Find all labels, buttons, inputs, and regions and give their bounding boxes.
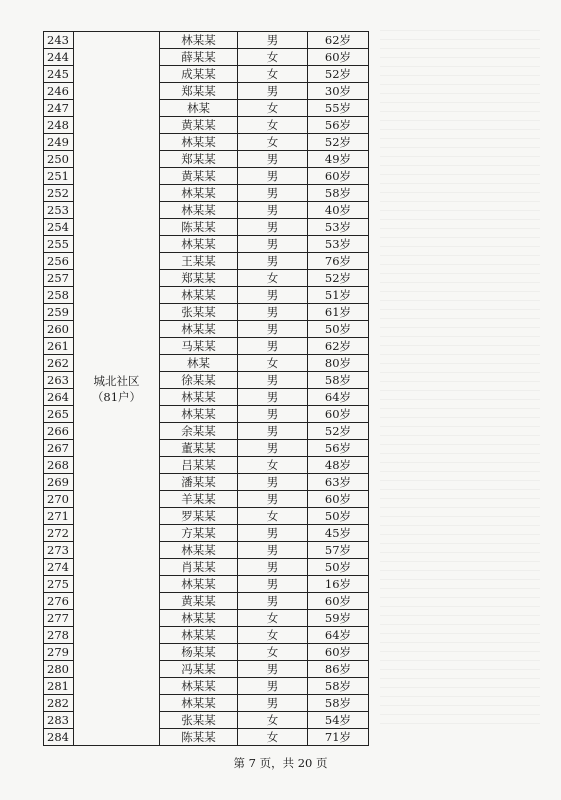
- sex-cell: 男: [238, 185, 308, 202]
- sex-cell: 男: [238, 593, 308, 610]
- row-number-cell: 282: [44, 695, 74, 712]
- age-cell: 40岁: [308, 202, 369, 219]
- sex-cell: 女: [238, 49, 308, 66]
- row-number-cell: 259: [44, 304, 74, 321]
- age-cell: 64岁: [308, 389, 369, 406]
- sex-cell: 女: [238, 457, 308, 474]
- name-cell: 林某某: [160, 695, 238, 712]
- sex-cell: 女: [238, 117, 308, 134]
- row-number-cell: 249: [44, 134, 74, 151]
- sex-cell: 女: [238, 627, 308, 644]
- name-cell: 王某某: [160, 253, 238, 270]
- row-number-cell: 252: [44, 185, 74, 202]
- name-cell: 潘某某: [160, 474, 238, 491]
- name-cell: 徐某某: [160, 372, 238, 389]
- age-cell: 49岁: [308, 151, 369, 168]
- age-cell: 52岁: [308, 270, 369, 287]
- age-cell: 60岁: [308, 406, 369, 423]
- age-cell: 58岁: [308, 695, 369, 712]
- age-cell: 61岁: [308, 304, 369, 321]
- name-cell: 林某某: [160, 32, 238, 49]
- name-cell: 黄某某: [160, 593, 238, 610]
- age-cell: 57岁: [308, 542, 369, 559]
- name-cell: 黄某某: [160, 168, 238, 185]
- row-number-cell: 278: [44, 627, 74, 644]
- row-number-cell: 243: [44, 32, 74, 49]
- row-number-cell: 269: [44, 474, 74, 491]
- name-cell: 林某某: [160, 202, 238, 219]
- row-number-cell: 279: [44, 644, 74, 661]
- sex-cell: 男: [238, 32, 308, 49]
- age-cell: 86岁: [308, 661, 369, 678]
- name-cell: 董某某: [160, 440, 238, 457]
- sex-cell: 女: [238, 610, 308, 627]
- name-cell: 郑某某: [160, 270, 238, 287]
- sex-cell: 男: [238, 338, 308, 355]
- age-cell: 48岁: [308, 457, 369, 474]
- name-cell: 林某某: [160, 542, 238, 559]
- row-number-cell: 245: [44, 66, 74, 83]
- age-cell: 52岁: [308, 134, 369, 151]
- sex-cell: 男: [238, 695, 308, 712]
- sex-cell: 男: [238, 559, 308, 576]
- sex-cell: 男: [238, 678, 308, 695]
- row-number-cell: 250: [44, 151, 74, 168]
- name-cell: 郑某某: [160, 151, 238, 168]
- age-cell: 63岁: [308, 474, 369, 491]
- age-cell: 52岁: [308, 423, 369, 440]
- name-cell: 薛某某: [160, 49, 238, 66]
- age-cell: 62岁: [308, 32, 369, 49]
- row-number-cell: 258: [44, 287, 74, 304]
- age-cell: 76岁: [308, 253, 369, 270]
- sex-cell: 女: [238, 729, 308, 746]
- name-cell: 林某某: [160, 406, 238, 423]
- page-number-footer: 第 7 页，共 20 页: [233, 756, 328, 770]
- row-number-cell: 275: [44, 576, 74, 593]
- age-cell: 60岁: [308, 593, 369, 610]
- row-number-cell: 244: [44, 49, 74, 66]
- name-cell: 林某某: [160, 236, 238, 253]
- age-cell: 80岁: [308, 355, 369, 372]
- row-number-cell: 272: [44, 525, 74, 542]
- sex-cell: 女: [238, 355, 308, 372]
- name-cell: 黄某某: [160, 117, 238, 134]
- age-cell: 59岁: [308, 610, 369, 627]
- name-cell: 陈某某: [160, 729, 238, 746]
- name-cell: 林某某: [160, 134, 238, 151]
- age-cell: 56岁: [308, 440, 369, 457]
- sex-cell: 男: [238, 83, 308, 100]
- sex-cell: 女: [238, 134, 308, 151]
- community-households: （81户）: [91, 389, 142, 404]
- name-cell: 林某某: [160, 610, 238, 627]
- sex-cell: 男: [238, 202, 308, 219]
- sex-cell: 男: [238, 406, 308, 423]
- name-cell: 余某某: [160, 423, 238, 440]
- name-cell: 吕某某: [160, 457, 238, 474]
- age-cell: 58岁: [308, 185, 369, 202]
- age-cell: 50岁: [308, 559, 369, 576]
- sex-cell: 女: [238, 66, 308, 83]
- name-cell: 马某某: [160, 338, 238, 355]
- roster-body: [44, 32, 369, 746]
- row-number-cell: 270: [44, 491, 74, 508]
- age-cell: 60岁: [308, 644, 369, 661]
- row-number-cell: 266: [44, 423, 74, 440]
- sex-cell: 男: [238, 491, 308, 508]
- name-cell: 林某某: [160, 678, 238, 695]
- scan-texture: [380, 30, 540, 730]
- sex-cell: 女: [238, 100, 308, 117]
- name-cell: 林某: [160, 355, 238, 372]
- age-cell: 54岁: [308, 712, 369, 729]
- row-number-cell: 263: [44, 372, 74, 389]
- row-number-cell: 253: [44, 202, 74, 219]
- name-cell: 方某某: [160, 525, 238, 542]
- row-number-cell: 254: [44, 219, 74, 236]
- row-number-cell: 255: [44, 236, 74, 253]
- sex-cell: 男: [238, 542, 308, 559]
- row-number-cell: 268: [44, 457, 74, 474]
- age-cell: 51岁: [308, 287, 369, 304]
- sex-cell: 男: [238, 474, 308, 491]
- table-row: [44, 32, 369, 49]
- name-cell: 成某某: [160, 66, 238, 83]
- sex-cell: 男: [238, 151, 308, 168]
- row-number-cell: 261: [44, 338, 74, 355]
- sex-cell: 男: [238, 321, 308, 338]
- age-cell: 45岁: [308, 525, 369, 542]
- row-number-cell: 274: [44, 559, 74, 576]
- name-cell: 杨某某: [160, 644, 238, 661]
- name-cell: 郑某某: [160, 83, 238, 100]
- name-cell: 羊某某: [160, 491, 238, 508]
- row-number-cell: 271: [44, 508, 74, 525]
- row-number-cell: 283: [44, 712, 74, 729]
- sex-cell: 男: [238, 253, 308, 270]
- row-number-cell: 273: [44, 542, 74, 559]
- sex-cell: 男: [238, 661, 308, 678]
- age-cell: 55岁: [308, 100, 369, 117]
- age-cell: 53岁: [308, 219, 369, 236]
- sex-cell: 男: [238, 389, 308, 406]
- row-number-cell: 265: [44, 406, 74, 423]
- age-cell: 58岁: [308, 678, 369, 695]
- sex-cell: 男: [238, 423, 308, 440]
- name-cell: 林某某: [160, 627, 238, 644]
- row-number-cell: 246: [44, 83, 74, 100]
- sex-cell: 男: [238, 219, 308, 236]
- name-cell: 肖某某: [160, 559, 238, 576]
- name-cell: 张某某: [160, 304, 238, 321]
- name-cell: 林某某: [160, 389, 238, 406]
- sex-cell: 男: [238, 525, 308, 542]
- row-number-cell: 281: [44, 678, 74, 695]
- name-cell: 罗某某: [160, 508, 238, 525]
- name-cell: 张某某: [160, 712, 238, 729]
- name-cell: 林某某: [160, 576, 238, 593]
- row-number-cell: 284: [44, 729, 74, 746]
- row-number-cell: 260: [44, 321, 74, 338]
- age-cell: 60岁: [308, 49, 369, 66]
- name-cell: 林某: [160, 100, 238, 117]
- age-cell: 60岁: [308, 168, 369, 185]
- row-number-cell: 276: [44, 593, 74, 610]
- sex-cell: 男: [238, 287, 308, 304]
- row-number-cell: 251: [44, 168, 74, 185]
- age-cell: 50岁: [308, 321, 369, 338]
- age-cell: 58岁: [308, 372, 369, 389]
- community-cell: [74, 32, 160, 746]
- name-cell: 冯某某: [160, 661, 238, 678]
- name-cell: 林某某: [160, 287, 238, 304]
- row-number-cell: 257: [44, 270, 74, 287]
- age-cell: 56岁: [308, 117, 369, 134]
- age-cell: 64岁: [308, 627, 369, 644]
- age-cell: 60岁: [308, 491, 369, 508]
- row-number-cell: 264: [44, 389, 74, 406]
- sex-cell: 男: [238, 168, 308, 185]
- row-number-cell: 248: [44, 117, 74, 134]
- name-cell: 林某某: [160, 185, 238, 202]
- row-number-cell: 267: [44, 440, 74, 457]
- name-cell: 林某某: [160, 321, 238, 338]
- sex-cell: 女: [238, 508, 308, 525]
- sex-cell: 女: [238, 712, 308, 729]
- age-cell: 62岁: [308, 338, 369, 355]
- row-number-cell: 277: [44, 610, 74, 627]
- roster-table: [43, 31, 369, 746]
- name-cell: 陈某某: [160, 219, 238, 236]
- age-cell: 71岁: [308, 729, 369, 746]
- row-number-cell: 262: [44, 355, 74, 372]
- sex-cell: 男: [238, 372, 308, 389]
- sex-cell: 男: [238, 440, 308, 457]
- age-cell: 16岁: [308, 576, 369, 593]
- sex-cell: 男: [238, 304, 308, 321]
- row-number-cell: 247: [44, 100, 74, 117]
- row-number-cell: 280: [44, 661, 74, 678]
- sex-cell: 女: [238, 644, 308, 661]
- sex-cell: 男: [238, 576, 308, 593]
- community-name: 城北社区: [93, 373, 140, 388]
- sex-cell: 男: [238, 236, 308, 253]
- age-cell: 30岁: [308, 83, 369, 100]
- sex-cell: 女: [238, 270, 308, 287]
- row-number-cell: 256: [44, 253, 74, 270]
- age-cell: 52岁: [308, 66, 369, 83]
- age-cell: 53岁: [308, 236, 369, 253]
- age-cell: 50岁: [308, 508, 369, 525]
